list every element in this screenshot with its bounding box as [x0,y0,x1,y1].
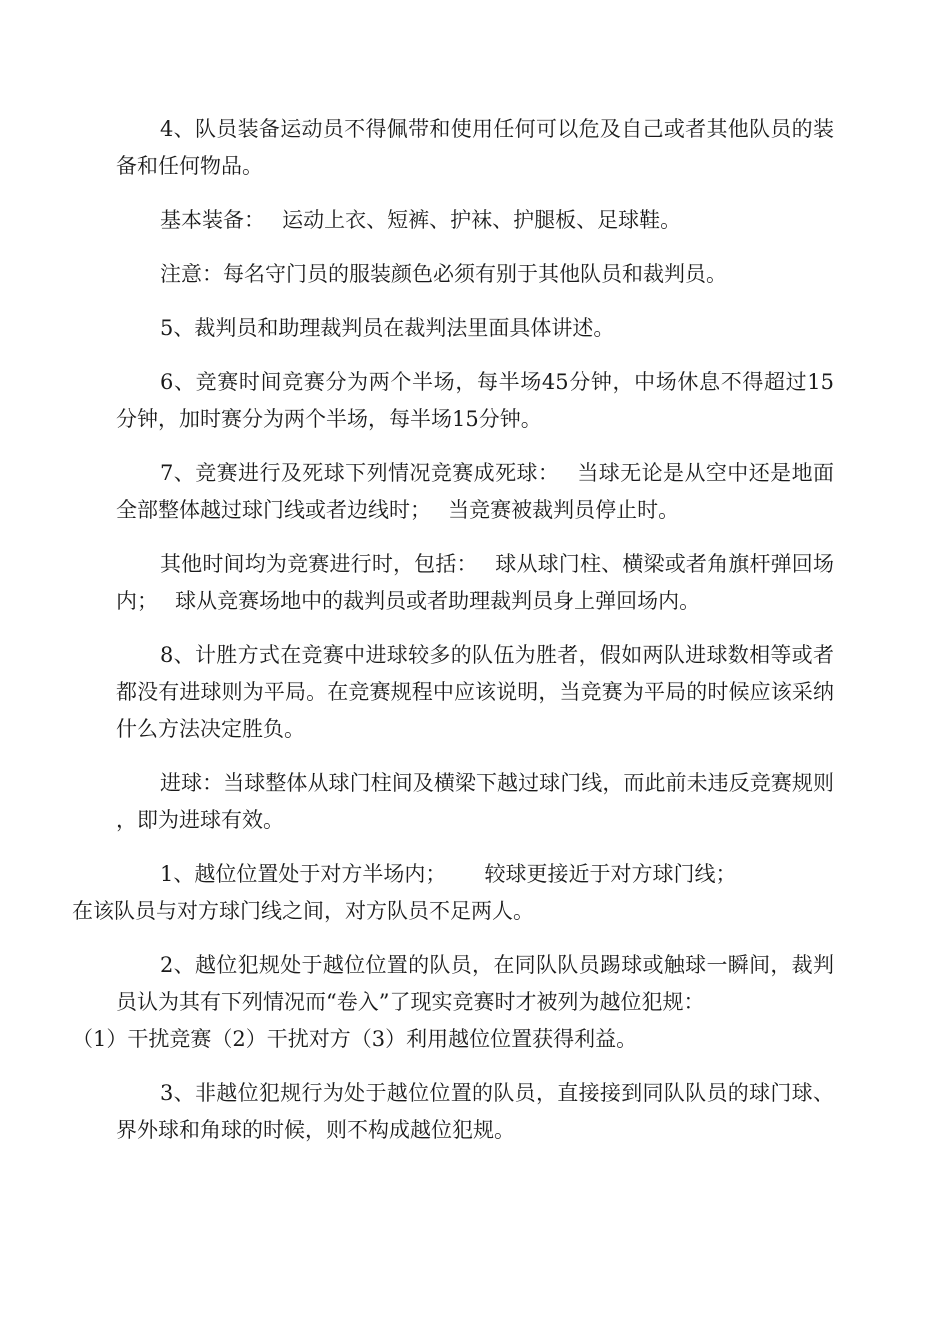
paragraph-dead-ball: 7、竞赛进行及死球下列情况竞赛成死球： 当球无论是从空中还是地面全部整体越过球门线或者边线时； 当竞赛被裁判员停止时。 [116,461,834,522]
paragraph-winning-method: 8、计胜方式在竞赛中进球较多的队伍为胜者，假如两队进球数相等或者都没有进球则为平局。在竞赛规程中应该说明，当竞赛为平局的时候应该采纳什么方法决定胜负。 [116,643,834,741]
document-body [72,111,834,1166]
paragraph-goal: 进球：当球整体从球门柱间及横梁下越过球门线，而此前未违反竞赛规则，即为进球有效。 [116,771,834,832]
offside-offence-line-1: 2、越位犯规处于越位位置的队员，在同队队员踢球或触球一瞬间，裁判员认为其有下列情况而“卷入”了现实竞赛时才被列为越位犯规： [116,953,834,1014]
offside-position-line-1: 1、越位位置处于对方半场内； 较球更接近于对方球门线； [160,862,737,886]
offside-offence-line-2: （1）干扰竞赛（2）干扰对方（3）利用越位位置获得利益。 [72,1027,638,1051]
paragraph-offside-offence [72,947,834,1058]
paragraph-no-offside: 3、非越位犯规行为处于越位位置的队员，直接接到同队队员的球门球、界外球和角球的时候，则不构成越位犯规。 [116,1081,834,1142]
paragraph-basic-equipment: 基本装备： 运动上衣、短裤、护袜、护腿板、足球鞋。 [160,208,682,232]
offside-position-line-2: 在该队员与对方球门线之间，对方队员不足两人。 [72,899,534,923]
paragraph-referees: 5、裁判员和助理裁判员在裁判法里面具体讲述。 [160,316,615,340]
paragraph-offside-position [72,856,834,930]
paragraph-goalkeeper-note: 注意：每名守门员的服装颜色必须有别于其他队员和裁判员。 [160,262,727,286]
paragraph-equipment: 4、队员装备运动员不得佩带和使用任何可以危及自己或者其他队员的装备和任何物品。 [116,117,834,178]
paragraph-ball-in-play: 其他时间均为竞赛进行时，包括： 球从球门柱、横梁或者角旗杆弹回场内； 球从竞赛场地中的裁判员或者助理裁判员身上弹回场内。 [116,552,834,613]
paragraph-match-time: 6、竞赛时间竞赛分为两个半场，每半场45分钟，中场休息不得超过15分钟，加时赛分为两个半场，每半场15分钟。 [116,370,834,431]
